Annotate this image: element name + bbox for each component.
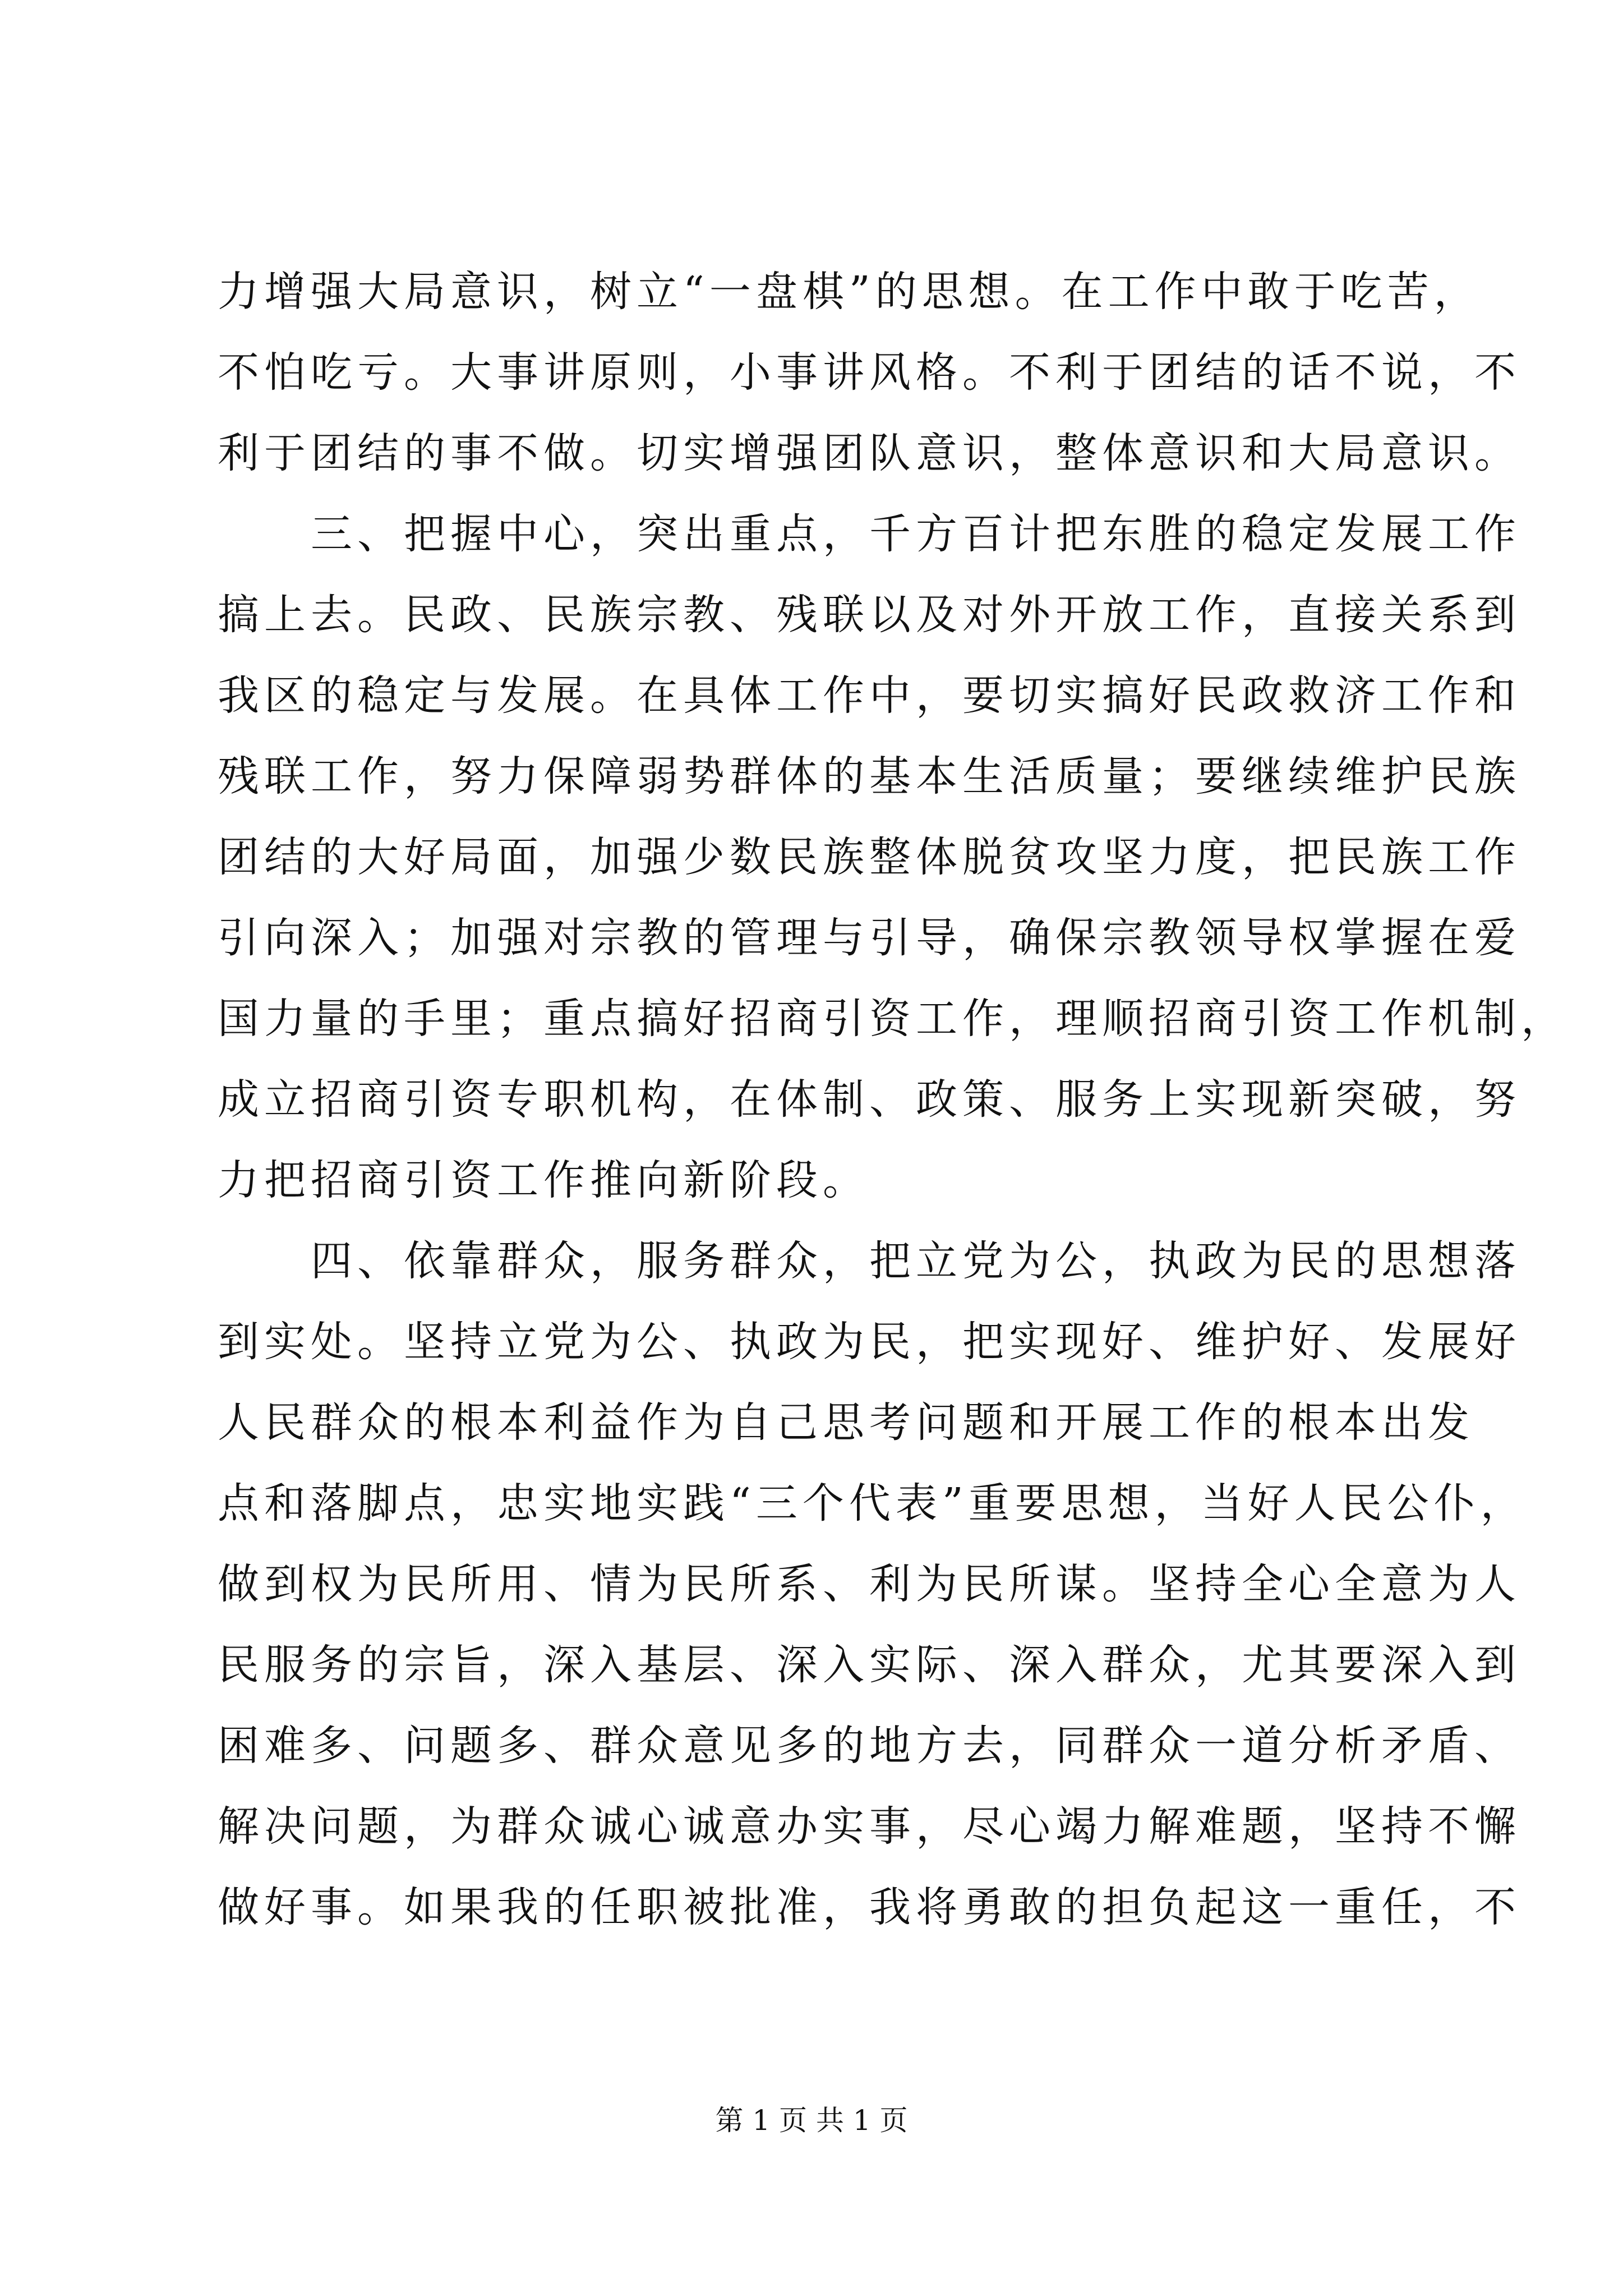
document-body xyxy=(218,251,1567,1948)
text-line: 力把招商引资工作推向新阶段。 xyxy=(218,1156,869,1204)
text-line: 困难多、问题多、群众意见多的地方去，同群众一道分析矛盾、 xyxy=(218,1722,1521,1770)
text-line: 利于团结的事不做。切实增强团队意识，整体意识和大局意识。 xyxy=(218,429,1521,477)
text-line: 四、依靠群众，服务群众，把立党为公，执政为民的思想落 xyxy=(218,1237,1521,1285)
text-line: 到实处。坚持立党为公、执政为民，把实现好、维护好、发展好 xyxy=(218,1318,1521,1366)
text-line: 残联工作，努力保障弱势群体的基本生活质量；要继续维护民族 xyxy=(218,752,1521,800)
page-number-footer: 第 1 页 共 1 页 xyxy=(715,2104,908,2137)
text-line: 三、把握中心，突出重点，千方百计把东胜的稳定发展工作 xyxy=(218,510,1521,558)
text-line: 团结的大好局面，加强少数民族整体脱贫攻坚力度，把民族工作 xyxy=(218,833,1521,881)
text-line: 力增强大局意识，树立“一盘棋”的思想。在工作中敢于吃苦， xyxy=(218,268,1481,316)
text-line: 引向深入；加强对宗教的管理与引导，确保宗教领导权掌握在爱 xyxy=(218,914,1521,962)
text-line: 点和落脚点，忠实地实践“三个代表”重要思想，当好人民公仆， xyxy=(218,1479,1527,1527)
text-line: 做好事。如果我的任职被批准，我将勇敢的担负起这一重任，不 xyxy=(218,1883,1521,1931)
text-line: 人民群众的根本利益作为自己思考问题和开展工作的根本出发 xyxy=(218,1398,1474,1447)
text-line: 做到权为民所用、情为民所系、利为民所谋。坚持全心全意为人 xyxy=(218,1560,1521,1608)
text-line: 搞上去。民政、民族宗教、残联以及对外开放工作，直接关系到 xyxy=(218,591,1521,639)
text-line: 解决问题，为群众诚心诚意办实事，尽心竭力解难题，坚持不懈 xyxy=(218,1802,1521,1851)
text-line: 我区的稳定与发展。在具体工作中，要切实搞好民政救济工作和 xyxy=(218,671,1521,720)
text-line: 民服务的宗旨，深入基层、深入实际、深入群众，尤其要深入到 xyxy=(218,1641,1521,1689)
text-line: 国力量的手里；重点搞好招商引资工作，理顺招商引资工作机制， xyxy=(218,995,1567,1043)
text-line: 成立招商引资专职机构，在体制、政策、服务上实现新突破，努 xyxy=(218,1075,1521,1124)
text-line: 不怕吃亏。大事讲原则，小事讲风格。不利于团结的话不说，不 xyxy=(218,348,1521,397)
